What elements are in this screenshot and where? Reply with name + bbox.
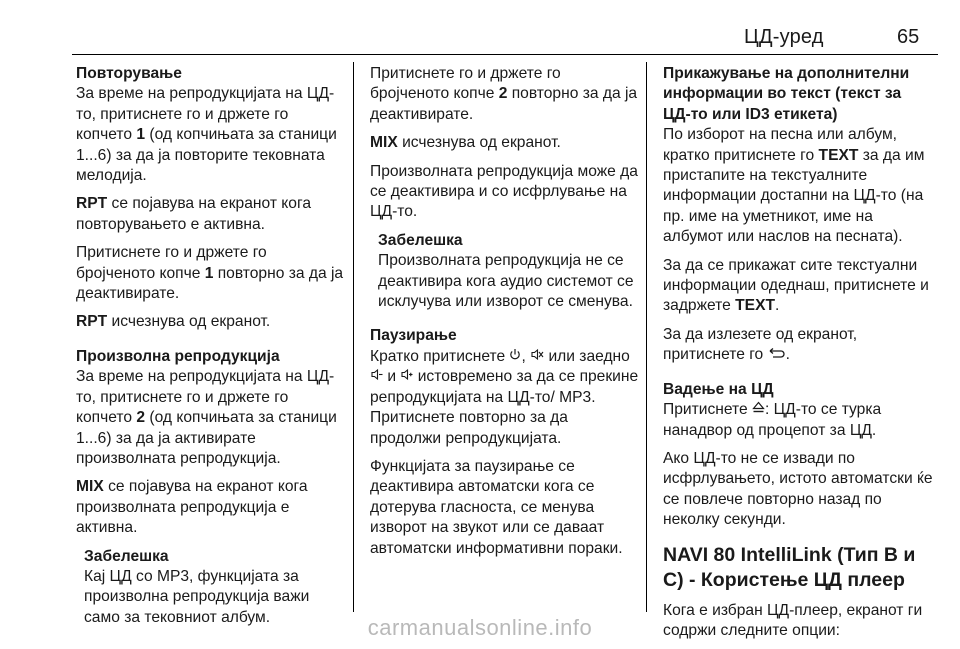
paragraph: За време на репродукцијата на ЦД-то, притиснете го и држете го копчето 1 (од копчињата за станици 1...6) за да ја повторите тековната мелодија. [76,85,337,185]
note-title: Забелешка [378,231,463,249]
paragraph: За време на репродукцијата на ЦД-то, притиснете го и држете го копчето 2 (од копчињата за станици 1...6) за да ја активирате произволната репродукција. [76,368,337,467]
button-label: 1 [136,126,146,144]
button-label: TEXT [818,146,859,164]
display-indicator: MIX [76,478,104,496]
page-number: 65 [897,26,920,48]
heading-cd-eject: Вадење на ЦД [663,380,774,398]
note-title: Забелешка [84,547,169,565]
display-indicator: RPT [76,313,108,331]
button-label: 2 [136,409,146,427]
paragraph: Кратко притиснете , или заедно и истовремено за да се прекине репродукцијата на ЦД-то/ MP3. Притиснете повторно за да продолжи репродукцијата. [370,347,639,447]
page-header [0,0,960,54]
paragraph: Произволната репродукција може да се деактивира и со исфрлување на ЦД-то. [370,162,638,221]
section-heading-navi80: NAVI 80 IntelliLink (Тип B и C) - Користење ЦД плеер [663,543,916,591]
note-text: Кај ЦД со MP3, функцијата за произволна репродукција важи само за тековниот албум. [84,567,310,626]
volume-down-icon [370,367,383,387]
button-label: 1 [204,264,214,282]
mute-icon [530,347,544,367]
paragraph: Кога е избран ЦД-плеер, екранот ги содржи следните опции: [663,601,923,639]
power-icon [509,347,521,367]
paragraph: Притиснете го и држете го бројченото копче 2 повторно за да ја деактивирате. [370,65,638,123]
paragraph: MIX исчезнува од екранот. [370,134,561,152]
paragraph: Ако ЦД-то не се извади по исфрлувањето, истото автоматски ќе се повлече повторно назад по неколку секунди. [663,449,933,529]
heading-random-play: Произволна репродукција [76,347,280,365]
header-divider [72,54,938,55]
paragraph: RPT се појавува на екранот кога повторувањето е активна. [76,195,311,233]
paragraph: За да се прикажат сите текстуални информации одеднаш, притиснете и задржете TEXT. [663,256,929,315]
display-indicator: MIX [370,134,398,152]
heading-text-info: Прикажување на дополнителни информации во текст (текст за ЦД-то или ID3 етикета) [663,65,910,123]
heading-pause: Паузирање [370,327,457,345]
paragraph: Притиснете го и држете го бројченото копче 1 повторно за да ја деактивирате. [76,244,344,303]
watermark: carmanualsonline.info [367,615,593,640]
column-3 [663,64,933,649]
column-divider-1 [353,62,354,612]
note-box [378,231,640,313]
paragraph: MIX се појавува на екранот кога произволната репродукција е активна. [76,478,308,537]
display-indicator: RPT [76,195,108,213]
back-icon [768,345,786,365]
paragraph: По изборот на песна или албум, кратко притиснете го TEXT за да им пристапите на текстуалните информации достапни на ЦД-то (на пр. име на уметникот, име на албумот или наслов на песната). [663,126,925,246]
heading-repeat: Повторување [76,65,182,82]
paragraph: RPT исчезнува од екранот. [76,313,271,331]
button-label: 2 [498,85,508,103]
button-label: TEXT [735,297,776,315]
paragraph: За да излезете од екранот, притиснете го . [663,325,933,366]
note-text: Произволната репродукција не се деактивира кога аудио системот се исклучува или изворот се сменува. [378,252,634,311]
column-divider-2 [646,62,647,612]
column-2 [370,64,640,567]
paragraph: Притиснете : ЦД-то се турка нанадвор од процепот за ЦД. [663,401,882,439]
eject-icon [752,400,765,420]
column-1 [76,64,346,636]
paragraph: Функцијата за паузирање се деактивира автоматски кога се дотерува гласноста, се менува изворот на звукот или се даваат автоматски информативни пораки. [370,457,623,557]
running-title: ЦД-уред [744,26,824,48]
volume-up-icon [400,367,413,387]
